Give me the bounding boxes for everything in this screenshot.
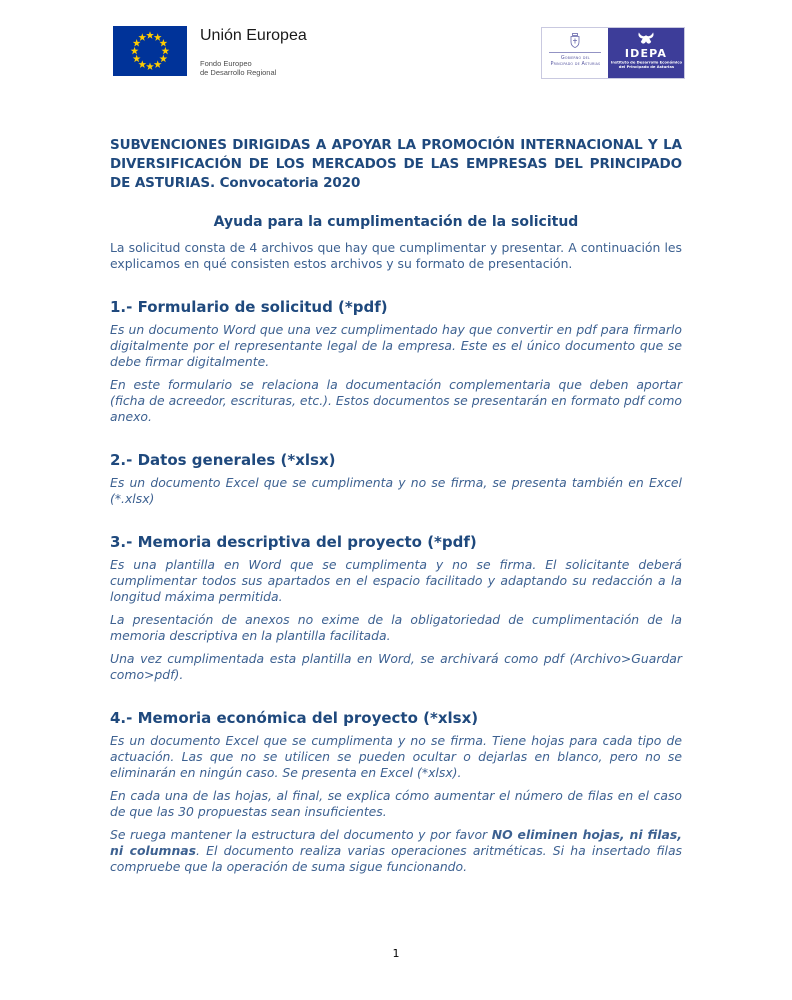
gov-logo-text [550,55,600,66]
section-2 [110,452,682,507]
note-bold-warning: NO eliminen hojas, ni filas, ni columnas [110,826,682,858]
section-1-paragraph-1: Es un documento Word que una vez cumplimentado hay que convertir en pdf para firmarlo digitalmente por el representante legal de la empresa. Este es el único documento que se debe firmar digitalmente. [110,321,682,369]
eu-logo-title: Unión Europea [200,27,307,44]
section-4-paragraph-1: Es un documento Excel que se cumplimenta y no se firma. Tiene hojas para cada tipo de actuación. Las que no se utilicen se pueden ocultar o dejarlas en blanco, pero no se eliminarán en ningún caso. Se presenta en Excel (*xlsx). [110,732,682,780]
asturias-idepa-logo [541,27,685,79]
idepa-logo [608,28,684,78]
section-4-heading: 4.- Memoria económica del proyecto (*xlsx) [110,708,479,727]
section-3 [110,534,682,683]
note-suffix: . El documento realiza varias operaciones aritméticas. Si ha insertado filas compruebe que la operación de suma sigue funcionando. [110,842,682,874]
section-4-paragraph-2: En cada una de las hojas, al final, se explica cómo aumentar el número de filas en el caso de que las 30 propuestas sean insuficientes. [110,787,682,819]
eu-logo [113,26,307,77]
asturias-government-logo [542,28,608,78]
section-3-paragraph-3: Una vez cumplimentada esta plantilla en Word, se archivará como pdf (Archivo>Guardar como>pdf). [110,650,682,682]
section-4 [110,710,682,875]
section-1-paragraph-2: En este formulario se relaciona la documentación complementaria que deben aportar (ficha de acreedor, escrituras, etc.). Estos documentos se presentarán en formato pdf como anexo. [110,376,682,424]
idepa-victory-cross-icon [633,31,659,48]
document-title: SUBVENCIONES DIRIGIDAS A APOYAR LA PROMOCIÓN INTERNACIONAL Y LA DIVERSIFICACIÓN DE LOS MERCADOS DE LAS EMPRESAS DEL PRINCIPADO DE ASTURIAS. Convocatoria 2020 [110,137,682,191]
note-prefix: Se ruega mantener la estructura del documento y por favor [110,826,492,842]
eu-logo-subtitle-line2: de Desarrollo Regional [200,68,277,77]
section-3-paragraph-1: Es una plantilla en Word que se cumplimenta y no se firma. El solicitante deberá cumplimentar todos sus apartados en el espacio facilitado y adaptando su redacción a la longitud máxima permitida. [110,556,682,604]
document-subtitle: Ayuda para la cumplimentación de la solicitud [213,214,579,230]
section-3-paragraph-2: La presentación de anexos no exime de la obligatoriedad de cumplimentación de la memoria descriptiva en la plantilla facilitada. [110,611,682,643]
section-1-heading: 1.- Formulario de solicitud (*pdf) [110,297,388,316]
idepa-name-line2: del Principado de Asturias [618,64,674,69]
asturias-crest-icon [569,33,581,49]
section-3-heading: 3.- Memoria descriptiva del proyecto (*pdf) [110,532,477,551]
eu-logo-text [200,26,307,77]
idepa-acronym: IDEPA [624,47,668,60]
eu-logo-subtitle-line1: Fondo Europeo [200,59,252,68]
gov-logo-line1: Gobierno del [560,55,590,61]
gov-logo-divider [549,52,601,53]
page-number: 1 [392,947,400,960]
section-4-warning-note [110,827,682,875]
eu-flag-icon [113,26,187,76]
section-2-paragraph-1: Es un documento Excel que se cumplimenta y no se firma, se presenta también en Excel (*.xlsx) [110,474,682,506]
section-2-heading: 2.- Datos generales (*xlsx) [110,450,336,469]
eu-logo-subtitle [200,59,307,77]
idepa-name-line1: Instituto de Desarrollo Económico [610,60,682,65]
document-body [110,136,682,875]
idepa-full-name [610,61,681,69]
section-1 [110,299,682,425]
header [113,26,685,79]
intro-paragraph: La solicitud consta de 4 archivos que hay que cumplimentar y presentar. A continuación les explicamos en qué consisten estos archivos y su formato de presentación. [110,240,682,271]
gov-logo-line2: Principado de Asturias [550,60,600,67]
